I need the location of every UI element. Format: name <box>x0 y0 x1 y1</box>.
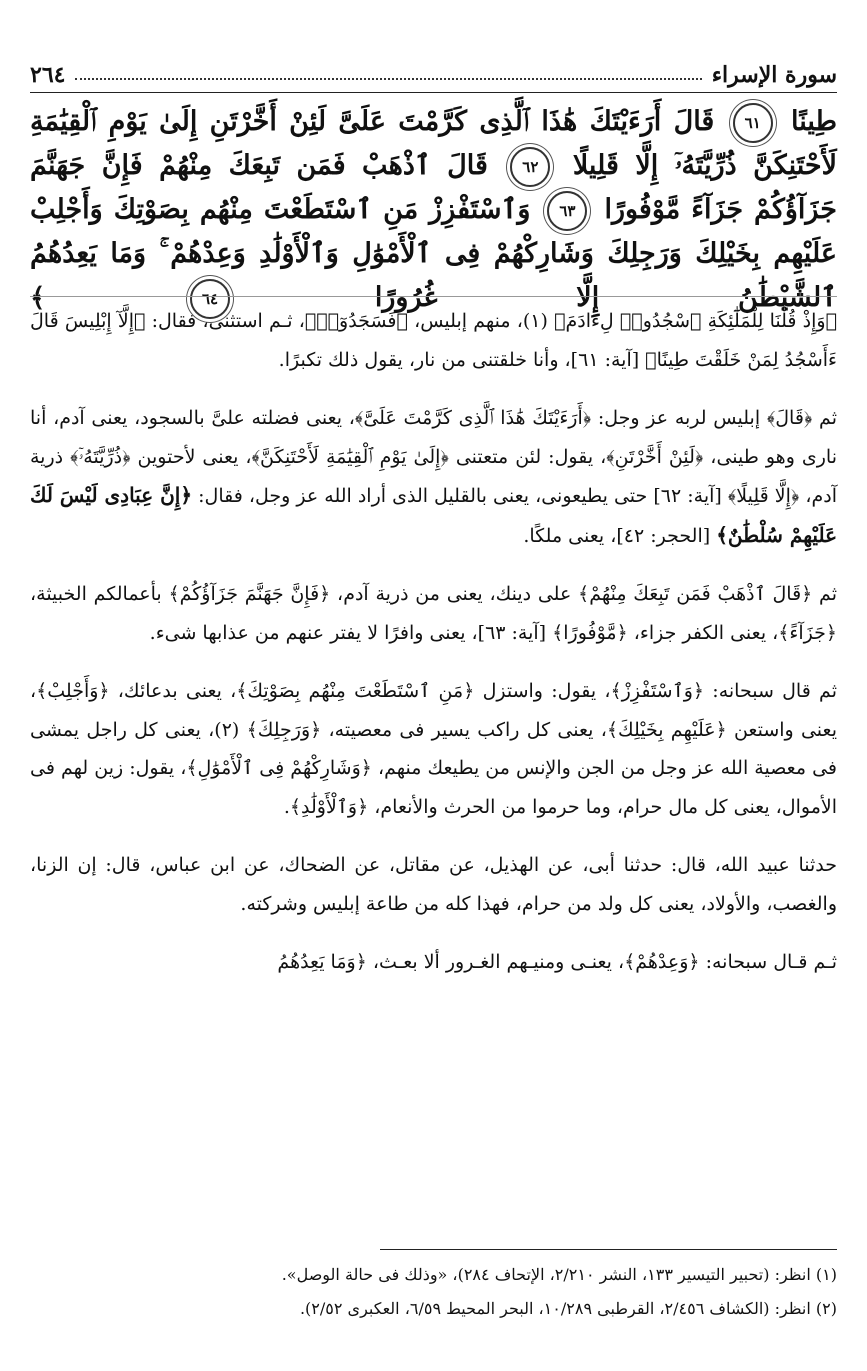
commentary-body <box>30 302 837 1002</box>
commentary-paragraph: ﴿وَإِذْ قُلْنَا لِلْمَلَٰٓئِكَةِ ٱسْجُدُوا۟ لِءَادَمَ﴾ (١)، منهم إبليس، ﴿فَسَجَدُوٓا۟﴾، ثـم استثنى، فقال: ﴿إِلَّآ إِبْلِيسَ قَالَ ءَأَسْجُدُ لِمَنْ خَلَقْتَ طِينًا﴾ [آية: ٦١]، وأنا خلقتنى من نار، يقول ذلك تكبرًا. <box>30 310 837 371</box>
commentary-text: [الحجر: ٤٢]، يعنى ملكًا. <box>523 524 717 547</box>
commentary-paragraph: ثم ﴿قَالَ ٱذْهَبْ فَمَن تَبِعَكَ مِنْهُمْ﴾ على دينك، يعنى من ذرية آدم، ﴿فَإِنَّ جَهَنَّمَ جَزَآؤُكُمْ﴾ بأعمالكم الخبيثة، ﴿جَزَآءً﴾، يعنى الكفر جزاء، ﴿مَّوْفُورًا﴾ [آية: ٦٣]، يعنى وافرًا لا يفتر عنهم من عذابها شىء. <box>30 583 837 644</box>
commentary-paragraph: حدثنا عبيد الله، قال: حدثنا أبى، عن الهذيل، عن مقاتل، عن الضحاك، عن ابن عباس، قال: إن الزنا، والغصب، والأولاد، يعنى كل ولد من حرام، فهذا كله من طاعة إبليس وشركته. <box>30 854 837 915</box>
footnote-1: (١) انظر: (تحبير التيسير ١٣٣، النشر ٢/٢١٠، الإتحاف ٢٨٤)، «وذلك فى حالة الوصل». <box>281 1265 837 1284</box>
quran-verses-block <box>30 100 838 313</box>
footnotes <box>30 1258 837 1326</box>
verse-end-ornament: ﴾ <box>30 283 46 313</box>
ayah-number-marker: ٦٣ <box>547 191 587 231</box>
quran-verse: قَالَ أَرَءَيْتَكَ هَٰذَا ٱلَّذِى كَرَّمْتَ عَلَىَّ لَئِنْ أَخَّرْتَنِ إِلَىٰ يَوْمِ ٱلْقِيَٰمَةِ لَأَحْتَنِكَنَّ ذُرِّيَّتَهُۥٓ إِلَّا قَلِيلًا <box>30 106 837 181</box>
running-header <box>30 56 837 93</box>
commentary-text: ثم ﴿قَالَ﴾ إبليس لربه عز وجل: ﴿أَرَءَيْتَكَ هَٰذَا ٱلَّذِى كَرَّمْتَ عَلَىَّ﴾، يعنى فضلته علىَّ بالسجود، يعنى آدم، أنا نارى وهو طينى، ﴿لَئِنْ أَخَّرْتَنِ﴾، يقول: لئن متعتنى ﴿إِلَىٰ يَوْمِ ٱلْقِيَٰمَةِ لَأَحْتَنِكَنَّ﴾، يعنى لأحتوين ﴿ذُرِّيَّتَهُۥٓ﴾ ذرية آدم، ﴿إِلَّا قَلِيلًا﴾ [آية: ٦٢] حتى يطيعونى، يعنى بالقليل الذى أراد الله عز وجل، فقال: <box>30 407 837 507</box>
quran-verse: قَالَ ٱذْهَبْ فَمَن تَبِعَكَ مِنْهُمْ فَإِنَّ جَهَنَّمَ جَزَآؤُكُمْ جَزَآءً مَّوْفُورًا <box>30 150 837 225</box>
commentary-paragraph: ثـم قـال سبحانه: ﴿وَعِدْهُمْ﴾، يعنـى ومنيـهم الغـرور ألا بعـث، ﴿وَمَا يَعِدُهُمُ <box>277 951 837 973</box>
ayah-number-marker: ٦١ <box>733 103 773 143</box>
surah-title: سورة الإسراء <box>711 62 837 88</box>
footnote-rule <box>380 1249 837 1250</box>
ayah-number-marker: ٦٢ <box>510 147 550 187</box>
header-dot-leader <box>75 78 701 80</box>
section-divider <box>30 296 837 297</box>
quran-verse: وَٱسْتَفْزِزْ مَنِ ٱسْتَطَعْتَ مِنْهُم بِصَوْتِكَ وَأَجْلِبْ عَلَيْهِم بِخَيْلِكَ وَرَجِلِكَ وَشَارِكْهُمْ فِى ٱلْأَمْوَٰلِ وَٱلْأَوْلَٰدِ وَعِدْهُمْ ۚ وَمَا يَعِدُهُمُ ٱلشَّيْطَٰنُ إِلَّا غُرُورًا <box>30 194 838 313</box>
quoted-verse-bold: ﴿إِنَّ عِبَادِى لَيْسَ لَكَ عَلَيْهِمْ سُلْطَٰنٌ﴾ <box>30 483 837 547</box>
commentary-paragraph <box>30 399 837 555</box>
ayah-number-marker: ٦٤ <box>190 279 230 319</box>
quran-verse-fragment: طِينًا <box>790 106 837 137</box>
commentary-paragraph: ثم قال سبحانه: ﴿وَٱسْتَفْزِزْ﴾، يقول: واستزل ﴿مَنِ ٱسْتَطَعْتَ مِنْهُم بِصَوْتِكَ﴾، يعنى بدعائك، ﴿وَأَجْلِبْ﴾، يعنى واستعن ﴿عَلَيْهِم بِخَيْلِكَ﴾، يعنى كل راكب يسير فى معصيته، ﴿وَرَجِلِكَ﴾ (٢)، يعنى كل راجل يمشى فى معصية الله عز وجل من الجن والإنس من يطيعك منهم، ﴿وَشَارِكْهُمْ فِى ٱلْأَمْوَٰلِ﴾، يقول: زين لهم فى الأموال، يعنى كل مال حرام، وما حرموا من الحرث والأنعام، ﴿وَٱلْأَوْلَٰدِ﴾. <box>30 680 837 818</box>
page-number: ٢٦٤ <box>30 62 66 88</box>
footnote-2: (٢) انظر: (الكشاف ٢/٤٥٦، القرطبى ١٠/٢٨٩، البحر المحيط ٦/٥٩، العكبرى ٢/٥٢). <box>299 1299 837 1318</box>
